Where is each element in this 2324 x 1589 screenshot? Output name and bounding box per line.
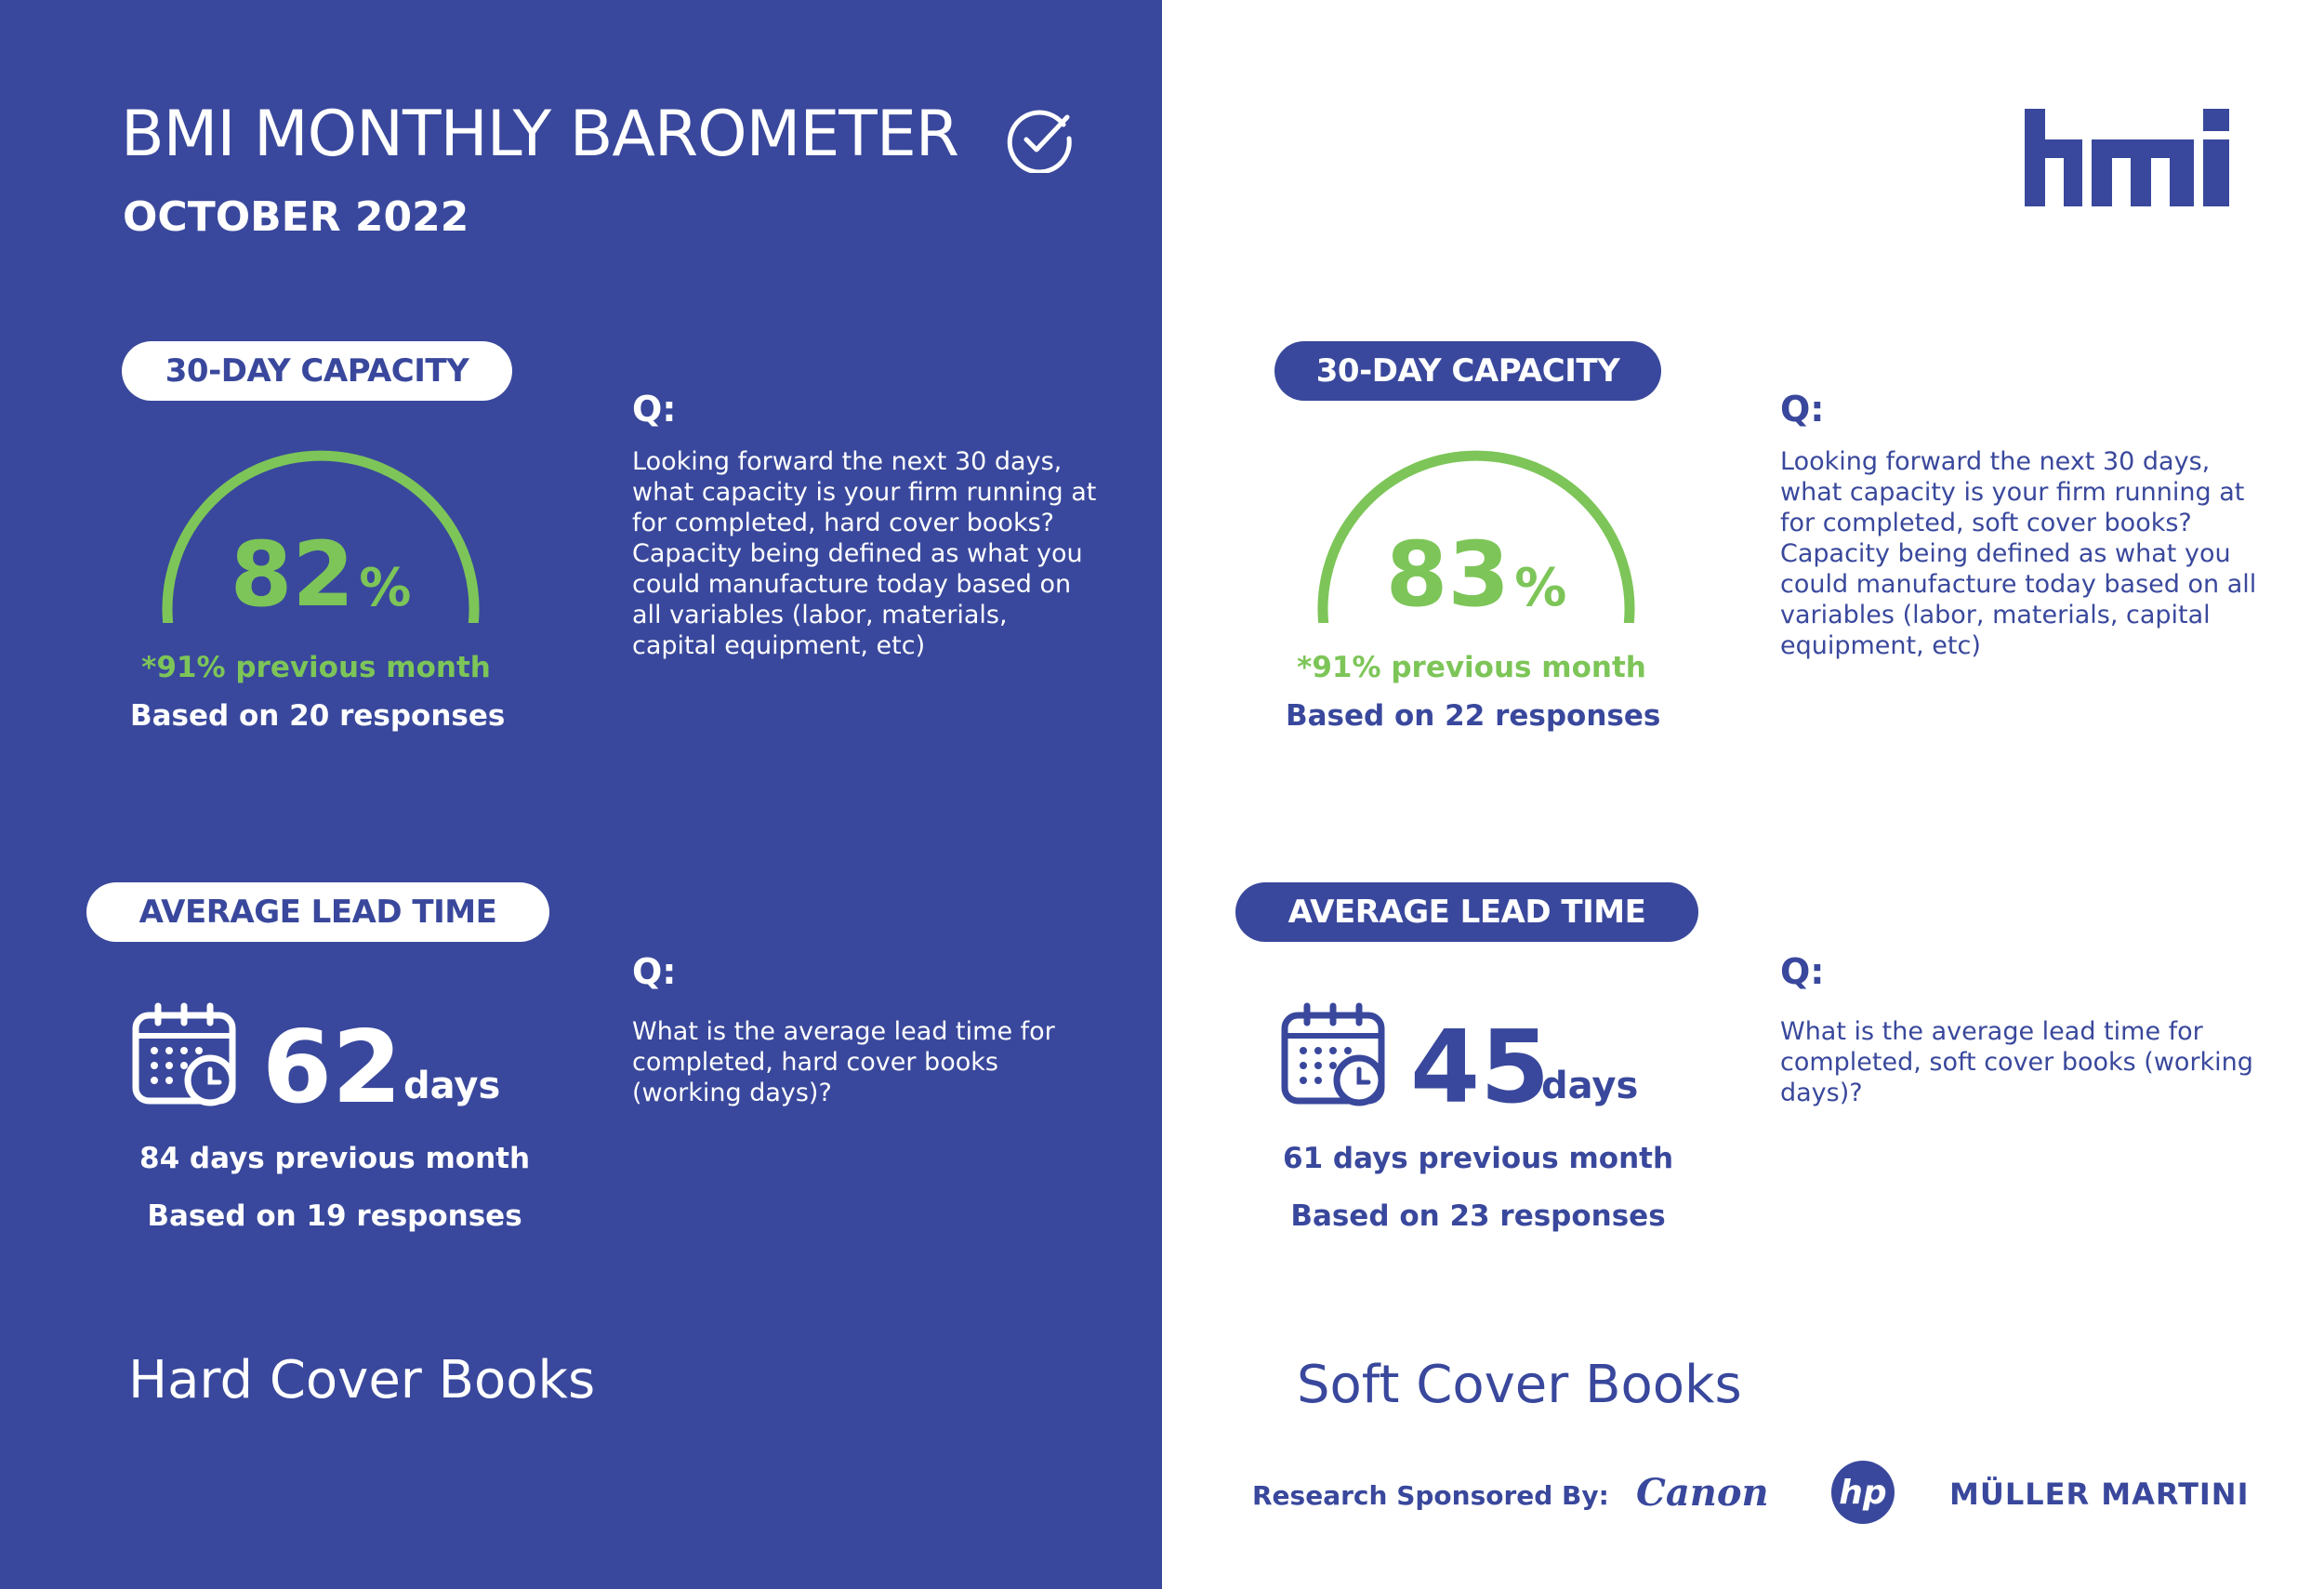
hp-logo bbox=[1831, 1461, 1895, 1524]
hard-capacity-previous: *91% previous month bbox=[141, 651, 491, 684]
calendar-clock-icon bbox=[132, 1002, 240, 1110]
calendar-clock-icon bbox=[1281, 1002, 1389, 1110]
hard-lead-value: 62 bbox=[262, 1010, 403, 1126]
soft-capacity-value bbox=[1341, 523, 1611, 627]
soft-capacity-pill: 30-DAY CAPACITY bbox=[1274, 341, 1661, 401]
hard-lead-q-label: Q: bbox=[632, 951, 677, 992]
hp-logo-text: hp bbox=[1839, 1473, 1887, 1512]
bmi-logo bbox=[2025, 104, 2238, 210]
soft-capacity-number: 83 bbox=[1385, 523, 1511, 627]
soft-capacity-unit: % bbox=[1514, 558, 1567, 618]
hard-lead-pill: AVERAGE LEAD TIME bbox=[86, 882, 549, 942]
check-circle-icon bbox=[1006, 104, 1075, 177]
hard-capacity-unit: % bbox=[359, 558, 412, 618]
hard-capacity-value bbox=[186, 523, 456, 627]
hard-capacity-responses: Based on 20 responses bbox=[130, 699, 506, 733]
soft-lead-pill: AVERAGE LEAD TIME bbox=[1235, 882, 1698, 942]
soft-capacity-previous: *91% previous month bbox=[1297, 651, 1646, 684]
page-title: BMI MONTHLY BAROMETER bbox=[121, 98, 959, 171]
soft-lead-responses: Based on 23 responses bbox=[1290, 1199, 1666, 1233]
page-subtitle: OCTOBER 2022 bbox=[123, 193, 469, 241]
muller-martini-logo: MÜLLER MARTINI bbox=[1949, 1476, 2250, 1512]
hard-lead-unit: days bbox=[403, 1065, 501, 1107]
hard-capacity-q-label: Q: bbox=[632, 389, 677, 430]
soft-lead-previous: 61 days previous month bbox=[1283, 1142, 1674, 1175]
hard-lead-previous: 84 days previous month bbox=[139, 1142, 531, 1175]
hard-lead-responses: Based on 19 responses bbox=[147, 1199, 522, 1233]
soft-lead-q-label: Q: bbox=[1780, 951, 1825, 992]
canon-logo: Canon bbox=[1636, 1471, 1769, 1515]
soft-capacity-q-label: Q: bbox=[1780, 389, 1825, 430]
hard-capacity-number: 82 bbox=[230, 523, 355, 627]
soft-cover-title: Soft Cover Books bbox=[1297, 1355, 1742, 1415]
soft-lead-value: 45 bbox=[1410, 1010, 1551, 1126]
soft-cover-panel bbox=[1162, 0, 2324, 1589]
hard-lead-question: What is the average lead time for completed, hard cover books (working days)? bbox=[632, 1017, 1055, 1107]
sponsors-label: Research Sponsored By: bbox=[1252, 1480, 1609, 1511]
soft-capacity-responses: Based on 22 responses bbox=[1286, 699, 1661, 733]
soft-capacity-question: Looking forward the next 30 days, what capacity is your firm running at for completed, soft cover books? Capacity being defined as what you could manufacture today based on all variables (labor, materials, capital equipment, etc) bbox=[1780, 447, 2257, 660]
soft-lead-unit: days bbox=[1541, 1065, 1639, 1107]
soft-lead-question: What is the average lead time for completed, soft cover books (working days)? bbox=[1780, 1017, 2253, 1107]
hard-cover-title: Hard Cover Books bbox=[128, 1350, 596, 1410]
hard-capacity-question: Looking forward the next 30 days, what capacity is your firm running at for completed, hard cover books? Capacity being defined as what you could manufacture today based on all variables (labor, materials, capital equipment, etc) bbox=[632, 447, 1097, 660]
hard-capacity-pill: 30-DAY CAPACITY bbox=[122, 341, 512, 401]
